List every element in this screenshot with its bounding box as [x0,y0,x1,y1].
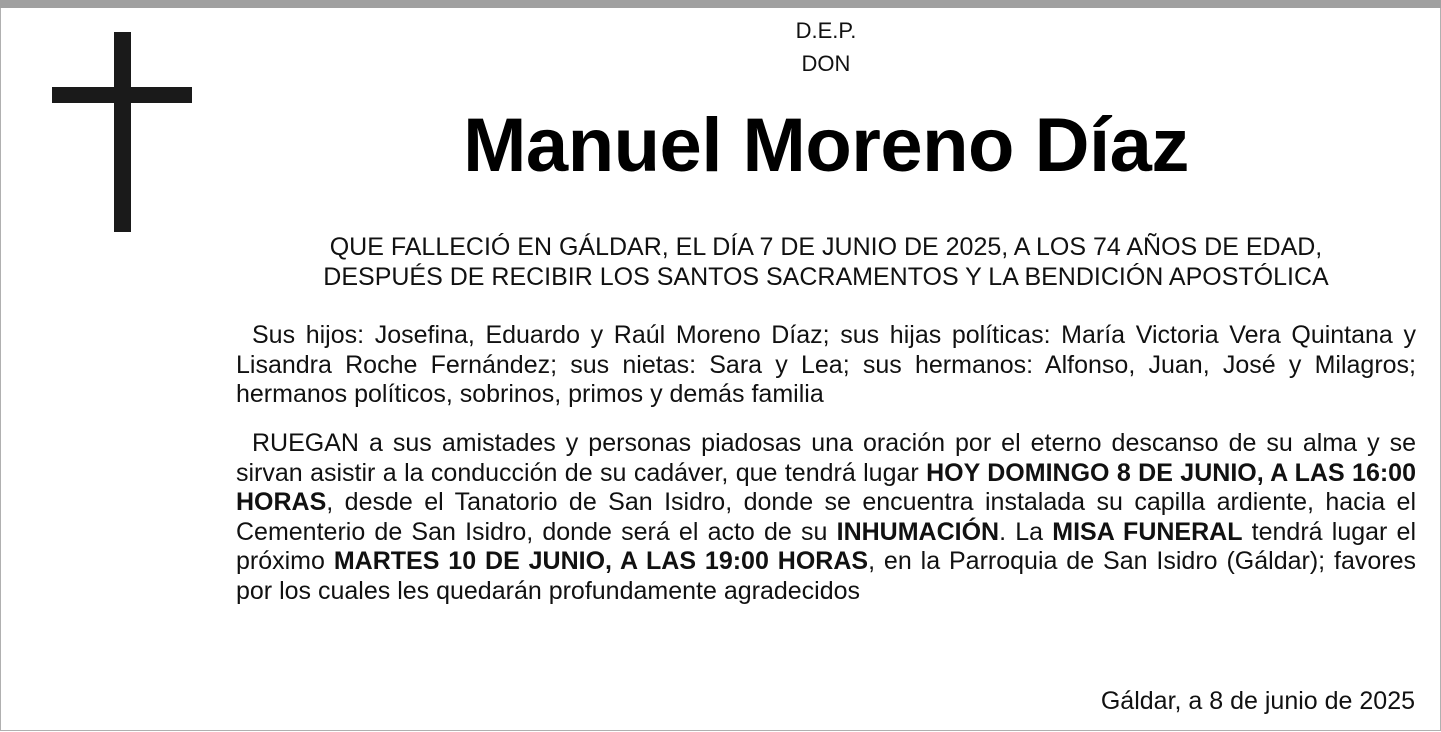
burial-procession-time: HOY DOMINGO 8 DE JUNIO, A LAS 16:00 HORAS [236,458,1416,516]
deceased-name: Manuel Moreno Díaz [463,103,1189,188]
cross-icon [52,32,192,232]
request-text-3: . La [999,517,1053,546]
family-text: Sus hijos: Josefina, Eduardo y Raúl Moreno Díaz; sus hijas políticas: María Victoria Vera Quintana y Lisandra Roche Fernández; sus nietas: Sara y Lea; sus hermanos: Alfonso, Juan, José y Milagros; hermanos políticos, sobrinos, primos y demás familia [236,321,1416,408]
funeral-mass-label: MISA FUNERAL [1052,517,1243,546]
request-text-4: tendrá lugar el próximo [236,517,1417,575]
cross-vertical-bar [114,32,131,232]
death-notice-line-1: QUE FALLECIÓ EN GÁLDAR, EL DÍA 7 DE JUNIO DE 2025, A LOS 74 AÑOS DE EDAD, [329,233,1323,261]
death-notice-line-2: DESPUÉS DE RECIBIR LOS SANTOS SACRAMENTOS Y LA BENDICIÓN APOSTÓLICA [323,263,1329,291]
death-notice-block [236,232,1416,292]
funeral-mass-time: MARTES 10 DE JUNIO, A LAS 19:00 HORAS [333,547,869,575]
dep-heading: D.E.P. [795,18,857,43]
request-paragraph [236,429,1416,606]
don-heading: DON [801,51,851,76]
request-text-1: RUEGAN a sus amistades y personas piadosas una oración por el eterno descanso de su alma y se sirvan asistir a la conducción de su cadáver, que tendrá lugar [236,429,1416,487]
request-text-5: , en la Parroquia de San Isidro (Gáldar); favores por los cuales les quedarán profundamente agradecidos [236,547,1416,605]
family-paragraph [236,321,1416,410]
top-border-bar [0,0,1441,8]
dateline: Gáldar, a 8 de junio de 2025 [1100,687,1415,715]
inhumation-label: INHUMACIÓN [836,517,1000,546]
request-text-2: , desde el Tanatorio de San Isidro, donde se encuentra instalada su capilla ardiente, hacia el Cementerio de San Isidro, donde será el acto de su [236,488,1416,546]
cross-horizontal-bar [52,87,192,103]
